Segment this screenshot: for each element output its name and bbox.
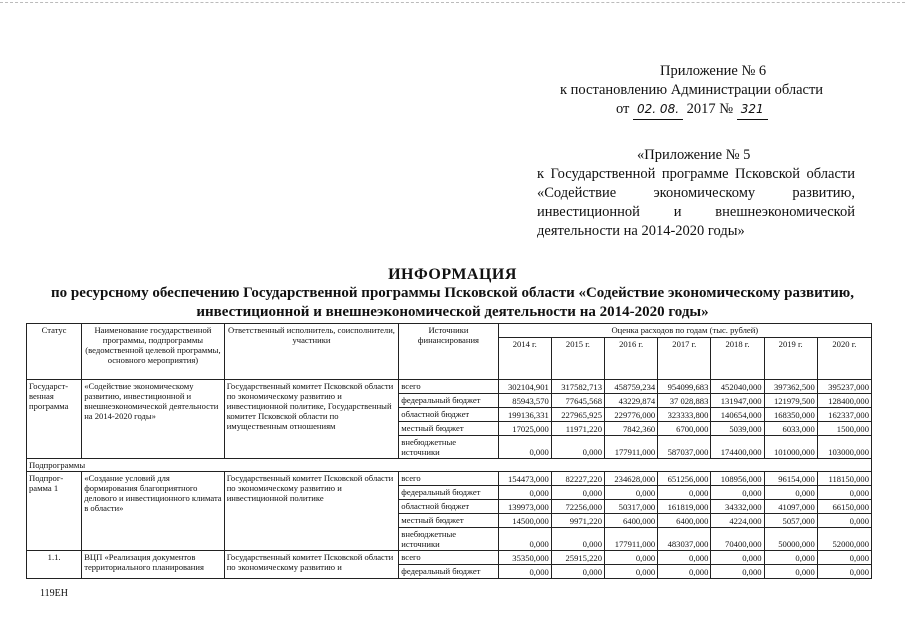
value-cell: 177911,000 xyxy=(605,528,658,551)
value-cell: 229776,000 xyxy=(605,408,658,422)
value-cell: 43229,874 xyxy=(605,394,658,408)
value-cell: 25915,220 xyxy=(551,551,604,565)
value-cell: 101000,000 xyxy=(764,436,817,459)
source-cell: внебюджетные источники xyxy=(399,528,498,551)
source-cell: местный бюджет xyxy=(399,422,498,436)
source-cell: областной бюджет xyxy=(399,500,498,514)
handwritten-number: 321 xyxy=(737,100,768,120)
value-cell: 323333,800 xyxy=(658,408,711,422)
program-name: «Содействие экономическому развитию, инвестиционной и внешнеэкономической деятельности на 2014-2020 годы» xyxy=(82,380,225,459)
value-cell: 227965,925 xyxy=(551,408,604,422)
item-status: 1.1. xyxy=(27,551,82,579)
value-cell: 72256,000 xyxy=(551,500,604,514)
source-cell: местный бюджет xyxy=(399,514,498,528)
date-prefix: от xyxy=(616,101,630,117)
value-cell: 50000,000 xyxy=(764,528,817,551)
value-cell: 52000,000 xyxy=(817,528,871,551)
appendix-line1: Приложение № 6 xyxy=(660,63,767,79)
value-cell: 317582,713 xyxy=(551,380,604,394)
value-cell: 483037,000 xyxy=(658,528,711,551)
source-cell: федеральный бюджет xyxy=(399,486,498,500)
source-cell: всего xyxy=(399,380,498,394)
value-cell: 5057,000 xyxy=(764,514,817,528)
value-cell: 96154,000 xyxy=(764,472,817,486)
header-year: 2017 г. xyxy=(658,338,711,380)
value-cell: 302104,901 xyxy=(498,380,551,394)
value-cell: 0,000 xyxy=(711,551,764,565)
value-cell: 6400,000 xyxy=(605,514,658,528)
header-year: 2014 г. xyxy=(498,338,551,380)
header-status: Статус xyxy=(27,324,82,380)
value-cell: 397362,500 xyxy=(764,380,817,394)
header-executor: Ответственный исполнитель, соисполнители, участники xyxy=(224,324,399,380)
value-cell: 128400,000 xyxy=(817,394,871,408)
value-cell: 0,000 xyxy=(658,565,711,579)
value-cell: 954099,683 xyxy=(658,380,711,394)
source-cell: всего xyxy=(399,472,498,486)
appendix-date-line xyxy=(560,100,860,120)
header-year: 2016 г. xyxy=(605,338,658,380)
value-cell: 174400,000 xyxy=(711,436,764,459)
title-line2: инвестиционной и внешнеэкономической деятельности на 2014-2020 годы» xyxy=(196,304,709,320)
scan-top-edge xyxy=(0,2,905,3)
value-cell: 0,000 xyxy=(817,514,871,528)
handwritten-date: 02. 08. xyxy=(633,100,683,120)
header-name: Наименование государственной программы, подпрограммы (ведомственной целевой программы, основного мероприятия) xyxy=(82,324,225,380)
value-cell: 0,000 xyxy=(711,565,764,579)
source-cell: федеральный бюджет xyxy=(399,394,498,408)
value-cell: 651256,000 xyxy=(658,472,711,486)
value-cell: 11971,220 xyxy=(551,422,604,436)
value-cell: 0,000 xyxy=(658,551,711,565)
footer-code: 119ЕН xyxy=(40,588,68,599)
header-year: 2020 г. xyxy=(817,338,871,380)
value-cell: 118150,000 xyxy=(817,472,871,486)
value-cell: 5039,000 xyxy=(711,422,764,436)
table-row xyxy=(27,380,872,394)
value-cell: 168350,000 xyxy=(764,408,817,422)
table-row xyxy=(27,459,872,472)
value-cell: 66150,000 xyxy=(817,500,871,514)
value-cell: 0,000 xyxy=(764,486,817,500)
appendix-quote-line1: «Приложение № 5 xyxy=(637,147,751,163)
document-title xyxy=(20,265,885,322)
subprogram-status: Подпрог-рамма 1 xyxy=(27,472,82,551)
value-cell: 50317,000 xyxy=(605,500,658,514)
header-estimate: Оценка расходов по годам (тыс. рублей) xyxy=(498,324,871,338)
value-cell: 0,000 xyxy=(817,565,871,579)
value-cell: 0,000 xyxy=(764,565,817,579)
title-line1: по ресурсному обеспечению Государственной программы Псковской области «Содействие экономическому развитию, xyxy=(50,285,855,301)
appendix-line2: к постановлению Администрации области xyxy=(560,82,824,98)
subprogram-executor: Государственный комитет Псковской области по экономическому развитию и инвестиционной политике xyxy=(224,472,399,551)
value-cell: 0,000 xyxy=(711,486,764,500)
value-cell: 458759,234 xyxy=(605,380,658,394)
program-executor: Государственный комитет Псковской области по экономическому развитию и инвестиционной политике, Государственный комитет Псковской области по имущественным отношениям xyxy=(224,380,399,459)
value-cell: 4224,000 xyxy=(711,514,764,528)
item-executor: Государственный комитет Псковской области по экономическому развитию и xyxy=(224,551,399,579)
value-cell: 0,000 xyxy=(498,486,551,500)
value-cell: 587037,000 xyxy=(658,436,711,459)
value-cell: 1500,000 xyxy=(817,422,871,436)
value-cell: 0,000 xyxy=(605,486,658,500)
source-cell: областной бюджет xyxy=(399,408,498,422)
value-cell: 0,000 xyxy=(658,486,711,500)
appendix-quote-body: к Государственной программе Псковской области «Содействие экономическому развитию, инвестиционной и внешнеэкономической деятельности на 2014-2020 годы» xyxy=(537,166,855,239)
appendix-quote-block xyxy=(537,146,855,241)
value-cell: 395237,000 xyxy=(817,380,871,394)
item-name: ВЦП «Реализация документов территориального планирования xyxy=(82,551,225,579)
value-cell: 17025,000 xyxy=(498,422,551,436)
table-row xyxy=(27,551,872,565)
program-status: Государст-венная программа xyxy=(27,380,82,459)
value-cell: 199136,331 xyxy=(498,408,551,422)
value-cell: 7842,360 xyxy=(605,422,658,436)
title-heading: ИНФОРМАЦИЯ xyxy=(388,266,517,283)
value-cell: 139973,000 xyxy=(498,500,551,514)
value-cell: 14500,000 xyxy=(498,514,551,528)
value-cell: 82227,220 xyxy=(551,472,604,486)
value-cell: 70400,000 xyxy=(711,528,764,551)
header-year: 2015 г. xyxy=(551,338,604,380)
value-cell: 0,000 xyxy=(817,486,871,500)
year-number-label: 2017 № xyxy=(686,101,734,117)
value-cell: 6400,000 xyxy=(658,514,711,528)
value-cell: 140654,000 xyxy=(711,408,764,422)
value-cell: 0,000 xyxy=(498,436,551,459)
value-cell: 121979,500 xyxy=(764,394,817,408)
value-cell: 131947,000 xyxy=(711,394,764,408)
value-cell: 0,000 xyxy=(551,528,604,551)
value-cell: 0,000 xyxy=(605,551,658,565)
value-cell: 162337,000 xyxy=(817,408,871,422)
value-cell: 0,000 xyxy=(764,551,817,565)
value-cell: 41097,000 xyxy=(764,500,817,514)
value-cell: 154473,000 xyxy=(498,472,551,486)
source-cell: федеральный бюджет xyxy=(399,565,498,579)
value-cell: 234628,000 xyxy=(605,472,658,486)
value-cell: 77645,568 xyxy=(551,394,604,408)
value-cell: 6700,000 xyxy=(658,422,711,436)
value-cell: 177911,000 xyxy=(605,436,658,459)
value-cell: 0,000 xyxy=(551,565,604,579)
value-cell: 108956,000 xyxy=(711,472,764,486)
value-cell: 0,000 xyxy=(551,436,604,459)
value-cell: 161819,000 xyxy=(658,500,711,514)
value-cell: 85943,570 xyxy=(498,394,551,408)
appendix-block xyxy=(560,62,860,120)
value-cell: 103000,000 xyxy=(817,436,871,459)
value-cell: 0,000 xyxy=(498,528,551,551)
value-cell: 0,000 xyxy=(551,486,604,500)
value-cell: 0,000 xyxy=(605,565,658,579)
resource-table xyxy=(26,323,872,579)
header-sources: Источники финансирования xyxy=(399,324,498,380)
value-cell: 35350,000 xyxy=(498,551,551,565)
value-cell: 37 028,883 xyxy=(658,394,711,408)
source-cell: внебюджетные источники xyxy=(399,436,498,459)
value-cell: 6033,000 xyxy=(764,422,817,436)
value-cell: 0,000 xyxy=(817,551,871,565)
header-year: 2018 г. xyxy=(711,338,764,380)
table-row xyxy=(27,472,872,486)
subprograms-label: Подпрограммы xyxy=(27,459,872,472)
header-year: 2019 г. xyxy=(764,338,817,380)
subprogram-name: «Создание условий для формирования благоприятного делового и инвестиционного климата в области» xyxy=(82,472,225,551)
source-cell: всего xyxy=(399,551,498,565)
value-cell: 0,000 xyxy=(498,565,551,579)
value-cell: 9971,220 xyxy=(551,514,604,528)
value-cell: 34332,000 xyxy=(711,500,764,514)
value-cell: 452040,000 xyxy=(711,380,764,394)
